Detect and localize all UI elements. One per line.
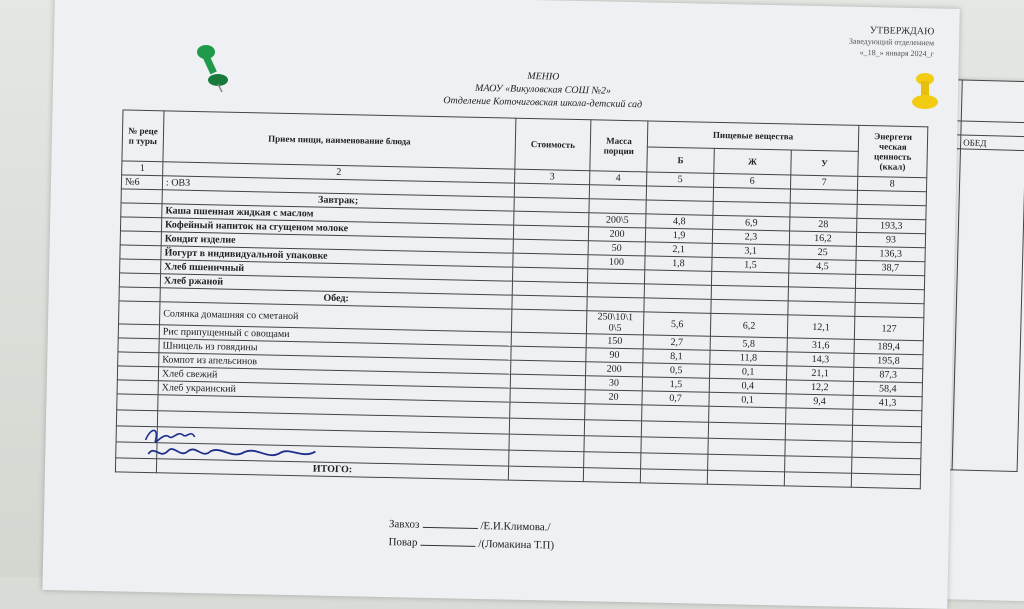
fat-cell: 0,1 xyxy=(710,364,787,380)
fat-cell: 5,8 xyxy=(710,336,787,352)
energy-cell: 189,4 xyxy=(854,339,923,354)
cost-cell xyxy=(512,281,587,297)
cost-cell xyxy=(510,388,585,404)
col-cost: Стоимость xyxy=(515,118,591,171)
side-label: ОБЕД xyxy=(960,135,1024,151)
carb-cell: 12,2 xyxy=(786,380,853,395)
breakfast-label: Завтрак; xyxy=(162,190,514,211)
mass-cell: 150 xyxy=(586,334,643,349)
col-energy: Энергети ческая ценность (ккал) xyxy=(858,125,928,177)
col-number: 1 xyxy=(122,161,163,176)
protein-cell: 2,1 xyxy=(645,242,712,257)
dish-name: Йогурт в индивидуальной упаковке xyxy=(161,246,513,267)
cost-cell xyxy=(511,346,586,362)
approval-role: Заведующий отделением xyxy=(848,36,935,48)
col-number: 8 xyxy=(857,176,926,191)
cost-cell xyxy=(513,253,588,269)
protein-cell: 8,1 xyxy=(643,349,710,364)
carb-cell: 9,4 xyxy=(786,394,853,409)
mass-cell xyxy=(587,283,644,298)
recipe-cell xyxy=(121,203,162,218)
school-name: МАОУ «Викуловская СОШ №2» xyxy=(474,82,612,97)
protein-cell: 1,5 xyxy=(642,377,709,392)
cost-cell xyxy=(513,267,588,283)
protein-cell: 1,8 xyxy=(645,256,712,271)
carb-cell: 12,1 xyxy=(787,315,854,339)
dish-name: Каша пшенная жидкая с маслом xyxy=(162,204,514,225)
mass-cell: 20 xyxy=(585,390,642,405)
protein-cell: 1,9 xyxy=(645,228,712,243)
cost-cell xyxy=(511,332,586,348)
mass-cell: 90 xyxy=(586,348,643,363)
mass-cell: 50 xyxy=(588,241,645,256)
cost-cell xyxy=(513,225,588,241)
fat-cell: 3,1 xyxy=(712,243,789,259)
recipe-cell xyxy=(120,245,161,260)
carb-cell: 16,2 xyxy=(789,231,856,246)
col-mass: Масса порции xyxy=(590,120,648,172)
cost-cell xyxy=(511,360,586,376)
dish-name: Хлеб пшеничный xyxy=(161,260,513,281)
recipe-cell xyxy=(119,301,160,325)
group-label: : ОВЗ xyxy=(162,176,514,197)
fat-cell: 0,4 xyxy=(709,378,786,394)
carb-cell xyxy=(788,287,855,302)
mass-cell: 30 xyxy=(585,376,642,391)
recipe-cell xyxy=(118,324,159,339)
lunch-rows xyxy=(117,301,924,411)
department-name: Отделение Коточиговская школа-детский сад xyxy=(443,95,643,111)
yellow-pushpin-icon xyxy=(905,70,945,115)
mass-cell: 250\10\1 0\5 xyxy=(586,311,643,335)
approval-block xyxy=(744,22,935,59)
mass-cell: 200\5 xyxy=(589,213,646,228)
energy-cell: 87,3 xyxy=(853,367,922,382)
povar-name: /(Ломакина Т.П) xyxy=(478,537,555,552)
col-u: У xyxy=(791,149,859,176)
energy-cell xyxy=(855,274,924,289)
col-b: Б xyxy=(647,146,715,173)
recipe-cell xyxy=(119,273,160,288)
recipe-cell xyxy=(118,338,159,353)
col-number: 3 xyxy=(515,169,590,185)
recipe-cell xyxy=(117,366,158,381)
fat-cell: 6,2 xyxy=(710,313,787,338)
signatures-footer xyxy=(388,515,554,554)
protein-cell xyxy=(644,270,711,285)
energy-cell: 193,3 xyxy=(857,218,926,233)
dish-name: Компот из апельсинов xyxy=(159,353,511,374)
zavhoz-name: /Е.И.Климова./ xyxy=(480,520,551,534)
carb-cell: 4,5 xyxy=(789,259,856,274)
energy-cell: 136,3 xyxy=(856,246,925,261)
energy-cell: 41,3 xyxy=(853,395,922,410)
protein-cell: 4,8 xyxy=(646,214,713,229)
recipe-cell xyxy=(120,217,161,232)
col-number: 4 xyxy=(590,171,647,186)
menu-sheet xyxy=(42,0,959,609)
handwritten-signature xyxy=(140,422,331,466)
col-nutrients: Пищевые вещества xyxy=(647,121,858,151)
lunch-label: Обед: xyxy=(160,288,512,309)
dish-name: Рис припущенный с овощами xyxy=(159,325,511,346)
col-meal: Прием пищи, наименование блюда xyxy=(163,111,516,169)
zavhoz-label: Завхоз xyxy=(388,518,420,531)
fat-cell: 6,9 xyxy=(713,215,790,231)
cost-cell xyxy=(511,309,586,334)
cost-cell xyxy=(513,239,588,255)
col-number: 5 xyxy=(647,172,714,187)
dish-name: Хлеб свежий xyxy=(158,367,510,388)
fat-cell: 0,1 xyxy=(709,392,786,408)
col-number: 7 xyxy=(790,175,857,190)
fat-cell: 2,3 xyxy=(712,229,789,245)
protein-cell: 0,7 xyxy=(642,391,709,406)
energy-cell xyxy=(855,288,924,303)
col-number: 6 xyxy=(714,173,791,189)
carb-cell xyxy=(788,273,855,288)
recipe-cell xyxy=(120,259,161,274)
mass-cell: 200 xyxy=(586,362,643,377)
energy-cell: 93 xyxy=(856,232,925,247)
fat-cell: 11,8 xyxy=(710,350,787,366)
green-pushpin-icon xyxy=(192,40,232,95)
dish-name: Хлеб ржаной xyxy=(160,274,512,295)
cost-cell xyxy=(510,374,585,390)
recipe-cell xyxy=(117,380,158,395)
carb-cell: 14,3 xyxy=(787,352,854,367)
mass-cell: 100 xyxy=(588,255,645,270)
protein-cell: 2,7 xyxy=(643,335,710,350)
carb-cell: 28 xyxy=(790,217,857,232)
cost-cell xyxy=(514,211,589,227)
mass-cell xyxy=(587,269,644,284)
protein-cell: 0,5 xyxy=(643,363,710,378)
col-zh: Ж xyxy=(714,148,792,175)
energy-cell: 38,7 xyxy=(856,260,925,275)
menu-title: МЕНЮ xyxy=(527,70,560,83)
carb-cell: 25 xyxy=(789,245,856,260)
carb-cell: 21,1 xyxy=(786,366,853,381)
col-number: 2 xyxy=(163,162,515,183)
energy-cell: 127 xyxy=(854,316,923,340)
total-label: ИТОГО: xyxy=(156,459,508,480)
recipe-cell xyxy=(118,352,159,367)
fat-cell: 1,5 xyxy=(712,257,789,273)
energy-cell: 195,8 xyxy=(854,353,923,368)
dish-name: Хлеб украинский xyxy=(158,381,510,402)
col-recipe-no: № реце п туры xyxy=(122,110,164,162)
energy-cell: 58,4 xyxy=(853,381,922,396)
dish-name: Шницель из говядины xyxy=(159,339,511,360)
protein-cell: 5,6 xyxy=(643,312,710,336)
approval-title: УТВЕРЖДАЮ xyxy=(869,25,935,38)
dish-name: Солянка домашняя со сметаной xyxy=(160,302,512,332)
group-number: №6 xyxy=(121,175,162,190)
dish-name: Кондит изделие xyxy=(161,232,513,253)
approval-date: «_18_» января 2024_г xyxy=(859,47,934,59)
recipe-cell xyxy=(120,231,161,246)
menu-header xyxy=(383,67,704,113)
povar-label: Повар xyxy=(388,536,418,549)
mass-cell: 200 xyxy=(588,227,645,242)
protein-cell xyxy=(644,284,711,299)
dish-name: Кофейный напиток на сгущеном молоке xyxy=(161,218,513,239)
carb-cell: 31,6 xyxy=(787,338,854,353)
